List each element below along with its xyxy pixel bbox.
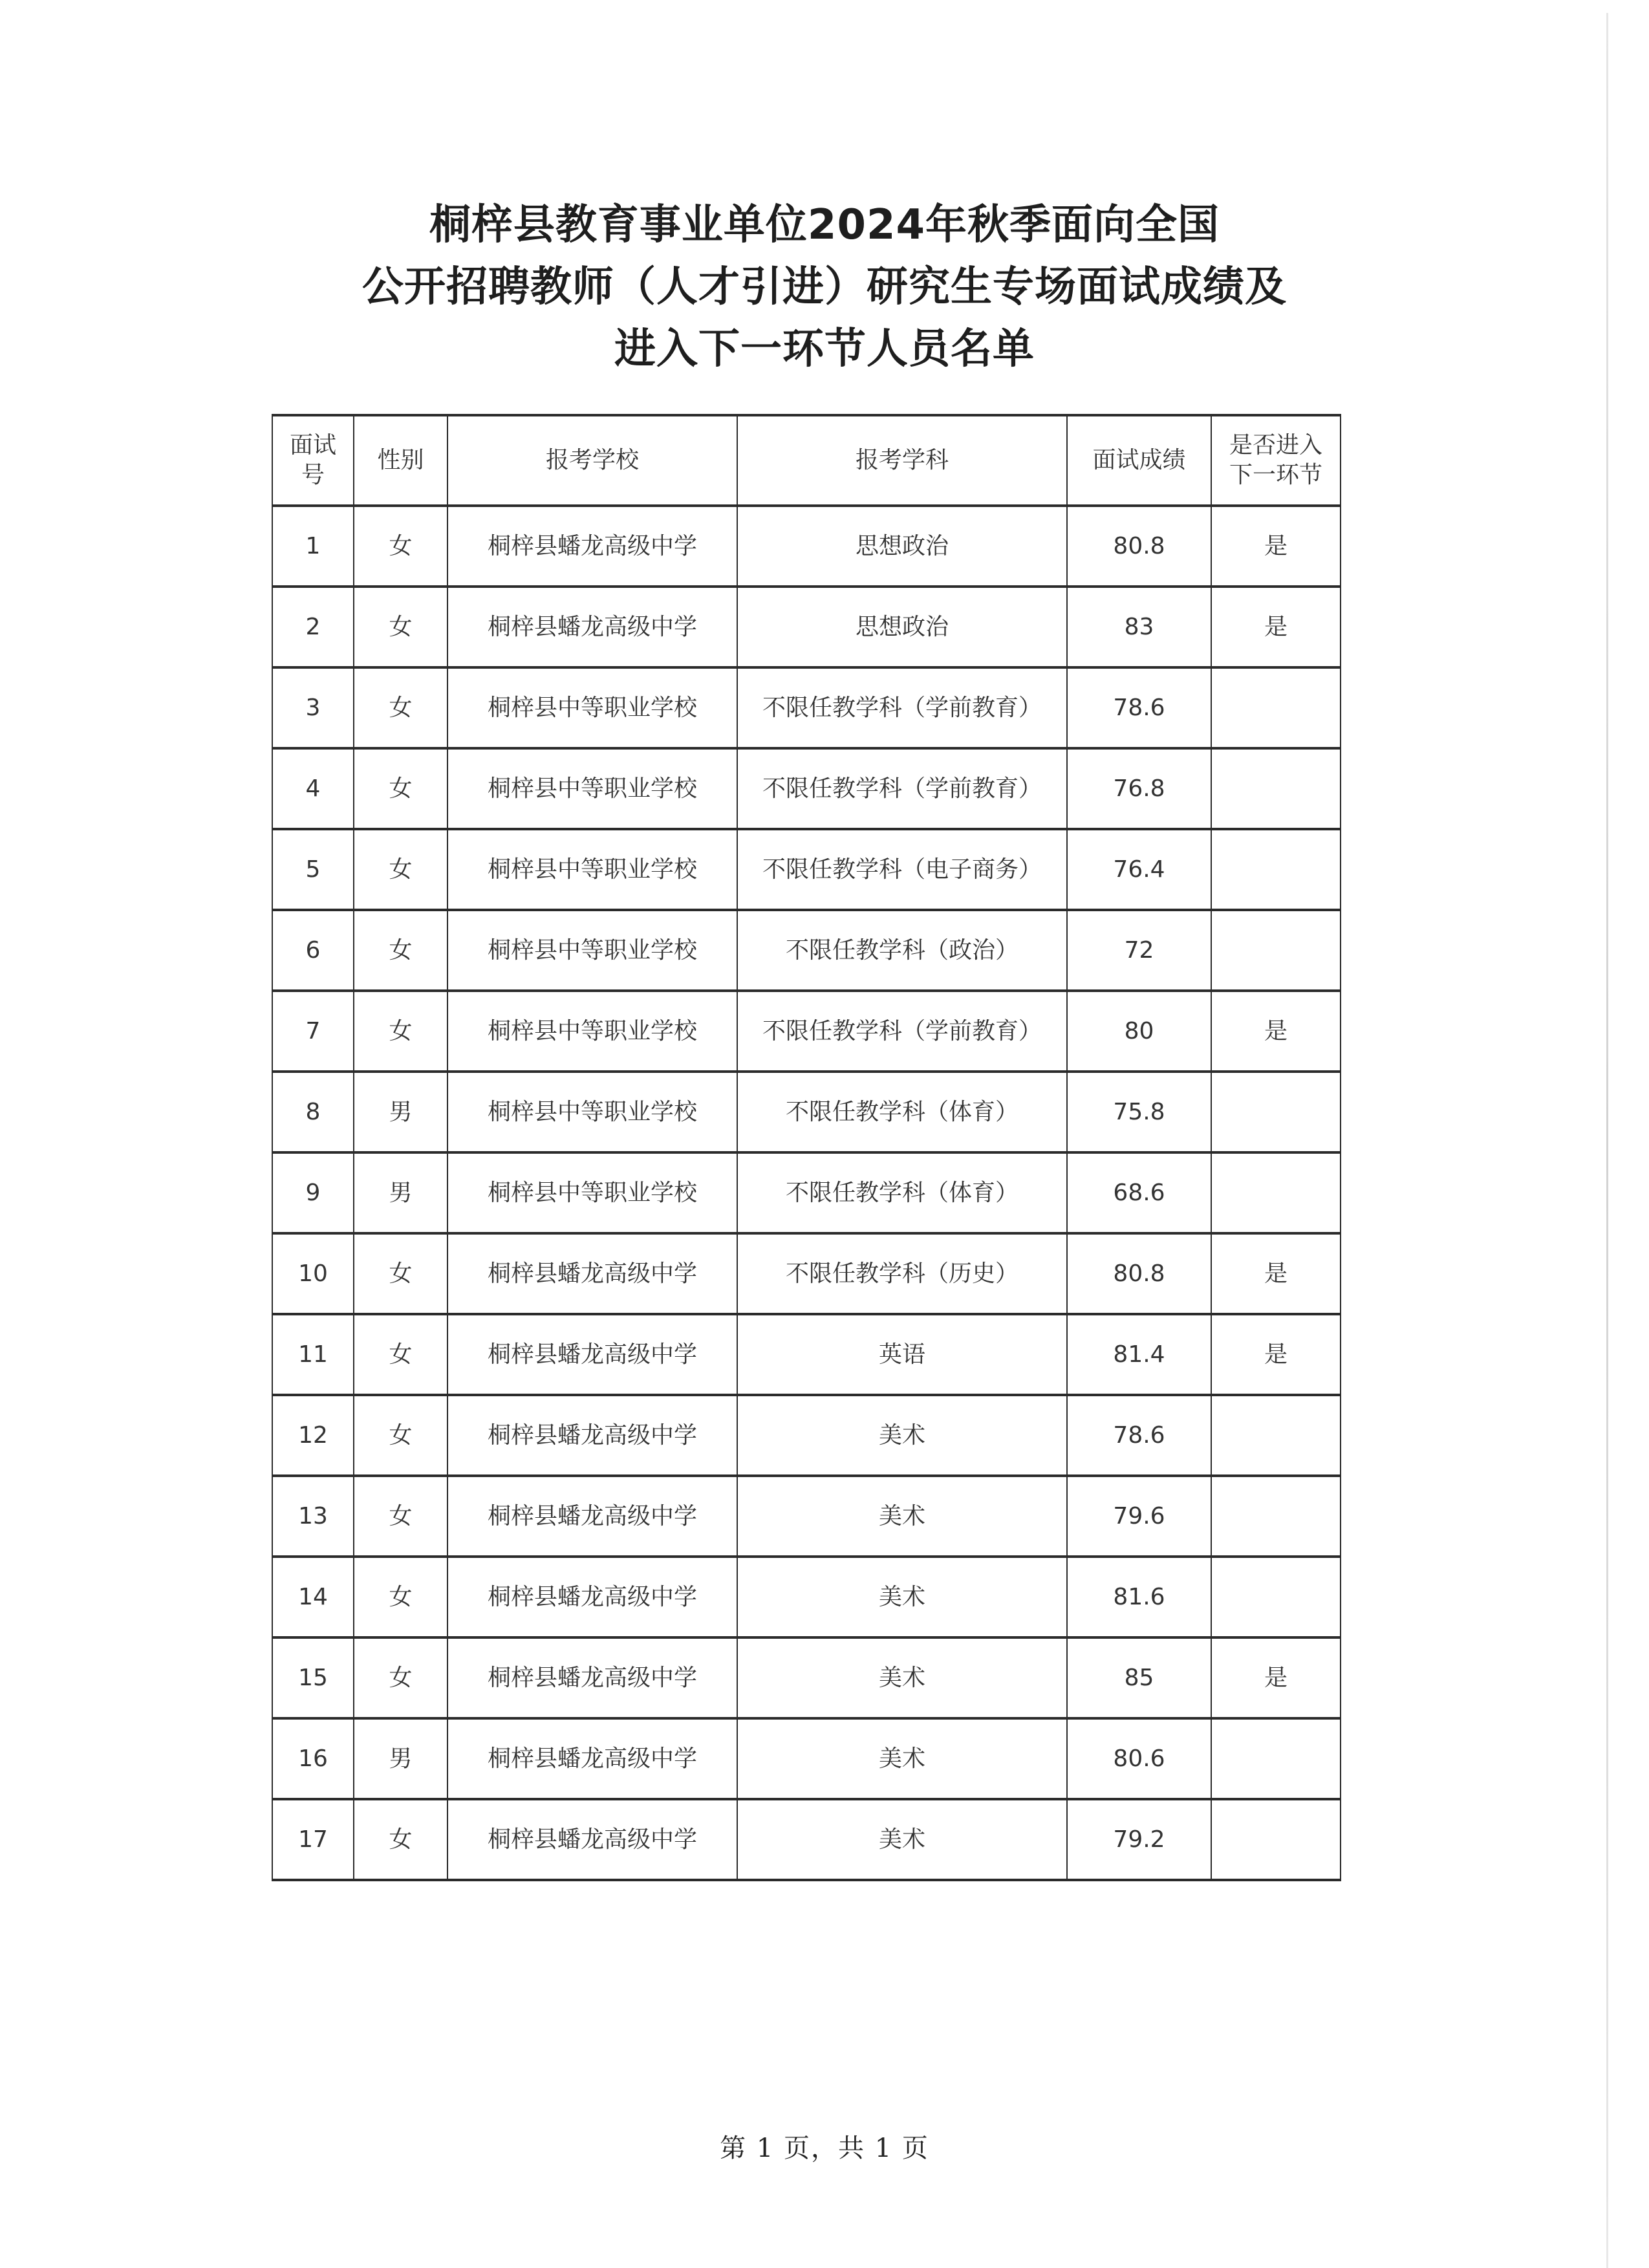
cell-score: 80.8 (1067, 506, 1211, 587)
cell-interview-number: 7 (272, 991, 354, 1072)
cell-school: 桐梓县中等职业学校 (447, 910, 737, 991)
cell-subject: 不限任教学科（学前教育） (737, 991, 1067, 1072)
title-line-2: 公开招聘教师（人才引进）研究生专场面试成绩及 (362, 263, 1287, 311)
cell-advance (1211, 748, 1341, 829)
cell-school: 桐梓县蟠龙高级中学 (447, 506, 737, 587)
cell-interview-number: 15 (272, 1637, 354, 1718)
cell-score: 83 (1067, 587, 1211, 667)
cell-gender: 男 (354, 1718, 447, 1799)
cell-score: 80 (1067, 991, 1211, 1072)
cell-interview-number: 9 (272, 1152, 354, 1233)
cell-score: 79.6 (1067, 1476, 1211, 1557)
table-row (272, 1557, 1341, 1637)
cell-interview-number: 1 (272, 506, 354, 587)
cell-interview-number: 4 (272, 748, 354, 829)
table-row (272, 506, 1341, 587)
cell-score: 78.6 (1067, 667, 1211, 748)
page-number: 第 1 页，共 1 页 (720, 2133, 929, 2163)
cell-school: 桐梓县中等职业学校 (447, 1152, 737, 1233)
cell-school: 桐梓县中等职业学校 (447, 748, 737, 829)
cell-interview-number: 10 (272, 1233, 354, 1314)
table-row (272, 1476, 1341, 1557)
header-school: 报考学校 (447, 415, 737, 506)
cell-gender: 女 (354, 1314, 447, 1395)
table-header-row (272, 415, 1341, 506)
cell-gender: 女 (354, 667, 447, 748)
cell-subject: 思想政治 (737, 587, 1067, 667)
interview-score-table (272, 414, 1341, 1881)
cell-score: 81.4 (1067, 1314, 1211, 1395)
cell-subject: 思想政治 (737, 506, 1067, 587)
cell-advance (1211, 910, 1341, 991)
cell-subject: 不限任教学科（学前教育） (737, 667, 1067, 748)
cell-gender: 女 (354, 829, 447, 910)
cell-advance (1211, 829, 1341, 910)
cell-subject: 美术 (737, 1637, 1067, 1718)
cell-advance (1211, 667, 1341, 748)
table-row (272, 829, 1341, 910)
cell-subject: 不限任教学科（学前教育） (737, 748, 1067, 829)
cell-score: 81.6 (1067, 1557, 1211, 1637)
cell-subject: 不限任教学科（体育） (737, 1152, 1067, 1233)
cell-subject: 美术 (737, 1557, 1067, 1637)
cell-school: 桐梓县中等职业学校 (447, 991, 737, 1072)
cell-school: 桐梓县中等职业学校 (447, 1072, 737, 1152)
cell-subject: 美术 (737, 1799, 1067, 1880)
cell-score: 78.6 (1067, 1395, 1211, 1476)
cell-school: 桐梓县蟠龙高级中学 (447, 1718, 737, 1799)
cell-subject: 不限任教学科（电子商务） (737, 829, 1067, 910)
cell-interview-number: 17 (272, 1799, 354, 1880)
table-row (272, 910, 1341, 991)
title-line-3: 进入下一环节人员名单 (614, 325, 1035, 373)
header-interview-number: 面试号 (272, 415, 354, 506)
header-subject: 报考学科 (737, 415, 1067, 506)
cell-interview-number: 14 (272, 1557, 354, 1637)
header-advance: 是否进入下一环节 (1211, 415, 1341, 506)
cell-school: 桐梓县蟠龙高级中学 (447, 1314, 737, 1395)
cell-gender: 女 (354, 748, 447, 829)
cell-score: 75.8 (1067, 1072, 1211, 1152)
header-score: 面试成绩 (1067, 415, 1211, 506)
cell-subject: 英语 (737, 1314, 1067, 1395)
cell-advance: 是 (1211, 506, 1341, 587)
title-line-1: 桐梓县教育事业单位2024年秋季面向全国 (429, 201, 1220, 249)
cell-school: 桐梓县蟠龙高级中学 (447, 1557, 737, 1637)
cell-school: 桐梓县蟠龙高级中学 (447, 1637, 737, 1718)
table-row (272, 667, 1341, 748)
table-row (272, 1718, 1341, 1799)
table-row (272, 1799, 1341, 1880)
cell-gender: 男 (354, 1152, 447, 1233)
cell-score: 80.8 (1067, 1233, 1211, 1314)
cell-gender: 女 (354, 1395, 447, 1476)
cell-subject: 美术 (737, 1395, 1067, 1476)
cell-advance: 是 (1211, 1233, 1341, 1314)
cell-subject: 不限任教学科（政治） (737, 910, 1067, 991)
document-title (0, 194, 1649, 380)
cell-interview-number: 6 (272, 910, 354, 991)
cell-subject: 美术 (737, 1718, 1067, 1799)
cell-school: 桐梓县蟠龙高级中学 (447, 1395, 737, 1476)
cell-gender: 女 (354, 1233, 447, 1314)
table-row (272, 1395, 1341, 1476)
table-row (272, 991, 1341, 1072)
cell-gender: 女 (354, 910, 447, 991)
cell-advance (1211, 1557, 1341, 1637)
cell-gender: 女 (354, 587, 447, 667)
table-row (272, 748, 1341, 829)
cell-gender: 女 (354, 1799, 447, 1880)
cell-advance (1211, 1152, 1341, 1233)
cell-gender: 女 (354, 1557, 447, 1637)
cell-gender: 女 (354, 991, 447, 1072)
cell-subject: 美术 (737, 1476, 1067, 1557)
cell-subject: 不限任教学科（历史） (737, 1233, 1067, 1314)
cell-advance (1211, 1476, 1341, 1557)
table-row (272, 1233, 1341, 1314)
cell-subject: 不限任教学科（体育） (737, 1072, 1067, 1152)
cell-score: 76.4 (1067, 829, 1211, 910)
cell-school: 桐梓县蟠龙高级中学 (447, 1476, 737, 1557)
cell-score: 85 (1067, 1637, 1211, 1718)
cell-interview-number: 8 (272, 1072, 354, 1152)
cell-interview-number: 3 (272, 667, 354, 748)
table-row (272, 1152, 1341, 1233)
cell-score: 68.6 (1067, 1152, 1211, 1233)
cell-score: 80.6 (1067, 1718, 1211, 1799)
header-gender: 性别 (354, 415, 447, 506)
cell-gender: 男 (354, 1072, 447, 1152)
cell-gender: 女 (354, 1476, 447, 1557)
table-row (272, 587, 1341, 667)
cell-advance (1211, 1072, 1341, 1152)
cell-school: 桐梓县蟠龙高级中学 (447, 587, 737, 667)
cell-interview-number: 5 (272, 829, 354, 910)
cell-school: 桐梓县蟠龙高级中学 (447, 1799, 737, 1880)
cell-advance (1211, 1718, 1341, 1799)
cell-score: 79.2 (1067, 1799, 1211, 1880)
cell-advance: 是 (1211, 1314, 1341, 1395)
cell-gender: 女 (354, 506, 447, 587)
cell-interview-number: 13 (272, 1476, 354, 1557)
cell-advance (1211, 1395, 1341, 1476)
cell-interview-number: 2 (272, 587, 354, 667)
cell-interview-number: 12 (272, 1395, 354, 1476)
cell-score: 76.8 (1067, 748, 1211, 829)
cell-school: 桐梓县中等职业学校 (447, 667, 737, 748)
table-row (272, 1637, 1341, 1718)
cell-gender: 女 (354, 1637, 447, 1718)
cell-school: 桐梓县蟠龙高级中学 (447, 1233, 737, 1314)
cell-interview-number: 11 (272, 1314, 354, 1395)
table-row (272, 1072, 1341, 1152)
table-row (272, 1314, 1341, 1395)
cell-school: 桐梓县中等职业学校 (447, 829, 737, 910)
cell-advance: 是 (1211, 991, 1341, 1072)
cell-advance (1211, 1799, 1341, 1880)
cell-score: 72 (1067, 910, 1211, 991)
cell-advance: 是 (1211, 587, 1341, 667)
cell-advance: 是 (1211, 1637, 1341, 1718)
cell-interview-number: 16 (272, 1718, 354, 1799)
